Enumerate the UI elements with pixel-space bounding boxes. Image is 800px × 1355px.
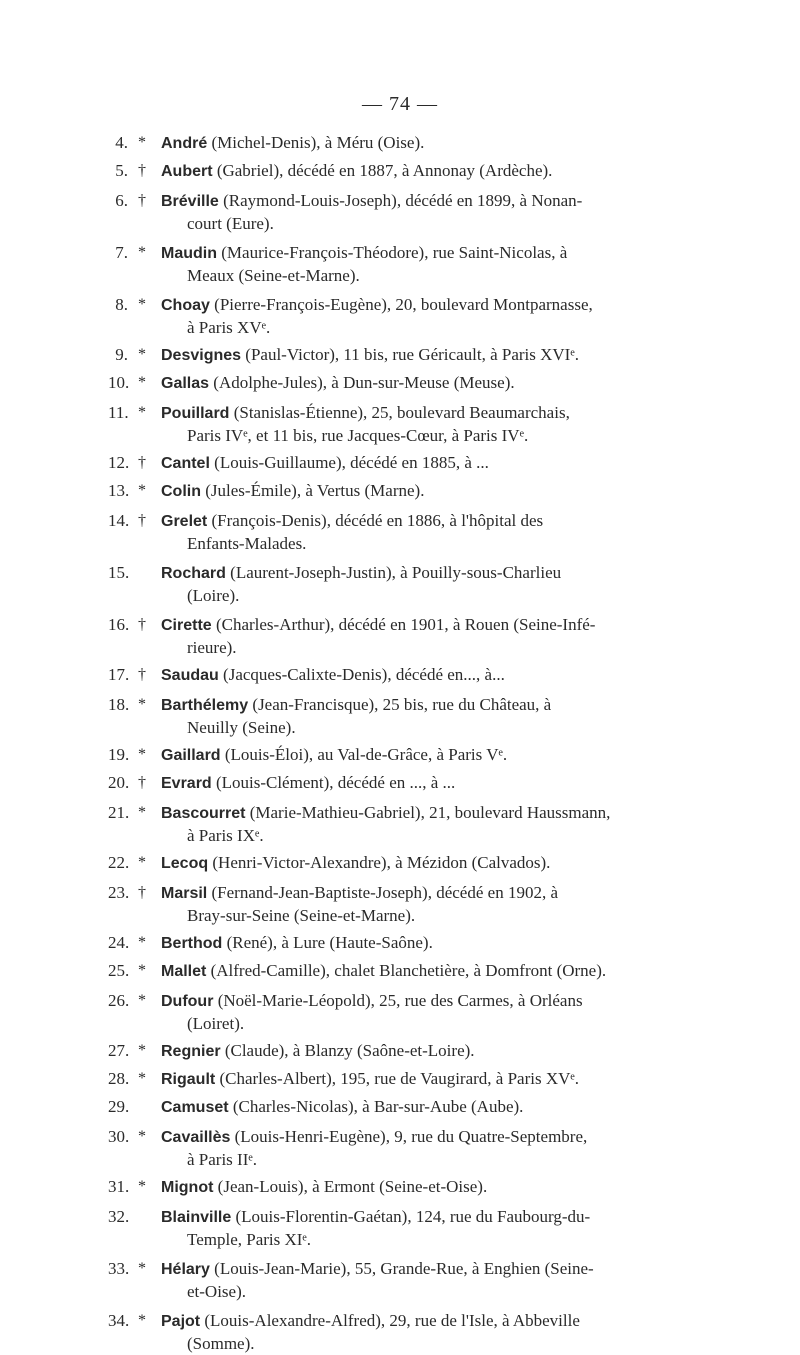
entry-number: 16. <box>108 615 130 634</box>
entry-number: 33. <box>108 1259 130 1278</box>
entry-details: (Jules-Émile), à Vertus (Marne). <box>205 481 425 500</box>
deceased-mark: † <box>138 774 146 791</box>
entry-details: (Charles-Arthur), décédé en 1901, à Rouen (Seine-Infé- <box>215 615 596 634</box>
asterisk-mark: * <box>138 1042 146 1059</box>
entry-details: (Louis-Alexandre-Alfred), 29, rue de l'Isle, à Abbeville <box>204 1311 580 1330</box>
entry-surname: Grelet <box>161 513 208 530</box>
entry-details-continued: (Loiret). <box>187 1014 245 1033</box>
entry-details: (Jean-Francisque), 25 bis, rue du Château, à <box>252 695 552 714</box>
entry-details-continued: Temple, Paris XIᵉ. <box>187 1230 312 1249</box>
entry-surname: Rigault <box>161 1071 216 1088</box>
list-entry <box>108 132 690 155</box>
list-entry <box>108 990 690 1035</box>
entry-details-continued: à Paris IXᵉ. <box>187 826 264 845</box>
entry-surname: Gallas <box>161 375 210 392</box>
list-entry <box>108 480 690 503</box>
entry-number: 6. <box>115 191 128 210</box>
entry-surname: Cavaillès <box>161 1129 231 1146</box>
entry-details: (René), à Lure (Haute-Saône). <box>226 933 433 952</box>
entry-surname: Choay <box>161 297 210 314</box>
entry-number: 4. <box>115 133 128 152</box>
entry-surname: Cirette <box>161 617 212 634</box>
asterisk-mark: * <box>138 346 146 363</box>
entry-surname: Aubert <box>161 163 213 180</box>
list-entry <box>108 1206 690 1251</box>
entry-number: 25. <box>108 961 130 980</box>
entry-surname: Evrard <box>161 775 212 792</box>
entry-surname: Cantel <box>161 455 210 472</box>
entry-surname: Blainville <box>161 1209 232 1226</box>
list-entry <box>108 372 690 395</box>
entry-number: 28. <box>108 1069 130 1088</box>
entry-number: 7. <box>115 243 128 262</box>
entry-surname: Lecoq <box>161 855 209 872</box>
entry-surname: Rochard <box>161 565 226 582</box>
entry-details: (Marie-Mathieu-Gabriel), 21, boulevard Haussmann, <box>249 803 611 822</box>
deceased-mark: † <box>138 512 146 529</box>
entry-number: 14. <box>108 511 130 530</box>
deceased-mark: † <box>138 884 146 901</box>
entry-surname: Desvignes <box>161 347 242 364</box>
asterisk-mark: * <box>138 962 146 979</box>
list-entry <box>108 402 690 447</box>
entry-surname: Berthod <box>161 935 223 952</box>
entry-surname: Mallet <box>161 963 207 980</box>
entry-details-continued: (Loire). <box>187 586 240 605</box>
entry-details: (Paul-Victor), 11 bis, rue Géricault, à Paris XVIᵉ. <box>245 345 579 364</box>
entry-surname: Saudau <box>161 667 219 684</box>
entry-details: (Louis-Henri-Eugène), 9, rue du Quatre-Septembre, <box>234 1127 588 1146</box>
list-entry <box>108 562 690 607</box>
list-entry <box>108 744 690 767</box>
list-entry <box>108 1310 690 1355</box>
entry-details: (Louis-Jean-Marie), 55, Grande-Rue, à Enghien (Seine- <box>214 1259 594 1278</box>
deceased-mark: † <box>138 162 146 179</box>
entry-number: 20. <box>108 773 130 792</box>
entry-surname: Camuset <box>161 1099 229 1116</box>
entry-details: (Claude), à Blanzy (Saône-et-Loire). <box>224 1041 475 1060</box>
list-entry <box>108 1176 690 1199</box>
asterisk-mark: * <box>138 482 146 499</box>
entry-number: 5. <box>115 161 128 180</box>
list-entry <box>108 614 690 659</box>
entry-details-continued: court (Eure). <box>187 214 274 233</box>
entry-number: 27. <box>108 1041 130 1060</box>
list-entry <box>108 694 690 739</box>
asterisk-mark: * <box>138 1128 146 1145</box>
entry-number: 17. <box>108 665 130 684</box>
list-entry <box>108 1126 690 1171</box>
entry-number: 11. <box>108 403 129 422</box>
list-entry <box>108 1068 690 1091</box>
asterisk-mark: * <box>138 992 146 1009</box>
entry-number: 34. <box>108 1311 130 1330</box>
asterisk-mark: * <box>138 134 146 151</box>
entry-details: (Raymond-Louis-Joseph), décédé en 1899, à Nonan- <box>223 191 583 210</box>
entry-details: (Jacques-Calixte-Denis), décédé en..., à... <box>223 665 505 684</box>
entry-details: (Fernand-Jean-Baptiste-Joseph), décédé en 1902, à <box>211 883 558 902</box>
entry-surname: Gaillard <box>161 747 221 764</box>
asterisk-mark: * <box>138 804 146 821</box>
entry-details-continued: Enfants-Malades. <box>187 534 307 553</box>
entry-details: (Noël-Marie-Léopold), 25, rue des Carmes, à Orléans <box>217 991 583 1010</box>
asterisk-mark: * <box>138 696 146 713</box>
list-entry <box>108 960 690 983</box>
list-entry <box>108 1258 690 1303</box>
asterisk-mark: * <box>138 374 146 391</box>
entry-surname: Regnier <box>161 1043 221 1060</box>
deceased-mark: † <box>138 616 146 633</box>
entry-number: 32. <box>108 1207 130 1226</box>
entry-details: (Pierre-François-Eugène), 20, boulevard Montparnasse, <box>214 295 593 314</box>
entry-details-continued: à Paris IIᵉ. <box>187 1150 257 1169</box>
deceased-mark: † <box>138 454 146 471</box>
entry-number: 9. <box>115 345 128 364</box>
entry-details: (Michel-Denis), à Méru (Oise). <box>211 133 425 152</box>
entry-number: 13. <box>108 481 130 500</box>
deceased-mark: † <box>138 192 146 209</box>
entry-details: (Gabriel), décédé en 1887, à Annonay (Ardèche). <box>216 161 553 180</box>
list-entry <box>108 802 690 847</box>
list-entry <box>108 664 690 687</box>
entry-details: (Maurice-François-Théodore), rue Saint-Nicolas, à <box>221 243 568 262</box>
entry-number: 26. <box>108 991 130 1010</box>
entry-details: (Alfred-Camille), chalet Blanchetière, à Domfront (Orne). <box>210 961 607 980</box>
entry-number: 23. <box>108 883 130 902</box>
deceased-mark: † <box>138 666 146 683</box>
entry-surname: Mignot <box>161 1179 214 1196</box>
entry-details: (Charles-Nicolas), à Bar-sur-Aube (Aube). <box>232 1097 524 1116</box>
entry-details-continued: (Somme). <box>187 1334 255 1353</box>
entry-number: 30. <box>108 1127 130 1146</box>
list-entry <box>108 1040 690 1063</box>
entry-details: (Charles-Albert), 195, rue de Vaugirard, à Paris XVᵉ. <box>219 1069 579 1088</box>
entry-surname: Maudin <box>161 245 217 262</box>
entry-details: (François-Denis), décédé en 1886, à l'hôpital des <box>211 511 544 530</box>
entry-details: (Louis-Éloi), au Val-de-Grâce, à Paris Vᵉ. <box>224 745 508 764</box>
page-number: — 74 — <box>362 93 438 115</box>
entry-surname: André <box>161 135 208 152</box>
asterisk-mark: * <box>138 1178 146 1195</box>
list-entry <box>108 882 690 927</box>
asterisk-mark: * <box>138 296 146 313</box>
entry-number: 24. <box>108 933 130 952</box>
asterisk-mark: * <box>138 934 146 951</box>
entry-number: 12. <box>108 453 130 472</box>
entry-number: 31. <box>108 1177 130 1196</box>
entry-details: (Louis-Guillaume), décédé en 1885, à ... <box>214 453 489 472</box>
entry-details: (Louis-Clément), décédé en ..., à ... <box>215 773 456 792</box>
asterisk-mark: * <box>138 1070 146 1087</box>
entry-details: (Stanislas-Étienne), 25, boulevard Beaumarchais, <box>233 403 570 422</box>
entry-number: 19. <box>108 745 130 764</box>
asterisk-mark: * <box>138 854 146 871</box>
entry-surname: Bascourret <box>161 805 246 822</box>
entry-details-continued: Bray-sur-Seine (Seine-et-Marne). <box>187 906 416 925</box>
list-entry <box>108 852 690 875</box>
entry-details-continued: à Paris XVᵉ. <box>187 318 271 337</box>
entry-details: (Laurent-Joseph-Justin), à Pouilly-sous-Charlieu <box>230 563 562 582</box>
entry-details-continued: Paris IVᵉ, et 11 bis, rue Jacques-Cœur, à Paris IVᵉ. <box>187 426 529 445</box>
entry-number: 29. <box>108 1097 130 1116</box>
list-entry <box>108 242 690 287</box>
entry-surname: Marsil <box>161 885 208 902</box>
list-entry <box>108 1096 690 1119</box>
entry-surname: Hélary <box>161 1261 210 1278</box>
entry-details-continued: Neuilly (Seine). <box>187 718 296 737</box>
entry-surname: Colin <box>161 483 201 500</box>
entry-details: (Louis-Florentin-Gaétan), 124, rue du Faubourg-du- <box>235 1207 591 1226</box>
entry-surname: Pouillard <box>161 405 230 422</box>
entry-number: 15. <box>108 563 130 582</box>
asterisk-mark: * <box>138 244 146 261</box>
entry-surname: Pajot <box>161 1313 201 1330</box>
entry-details: (Jean-Louis), à Ermont (Seine-et-Oise). <box>217 1177 488 1196</box>
entry-number: 10. <box>108 373 130 392</box>
list-entry <box>108 932 690 955</box>
entry-details-continued: Meaux (Seine-et-Marne). <box>187 266 360 285</box>
list-entry <box>108 160 690 183</box>
entry-details: (Adolphe-Jules), à Dun-sur-Meuse (Meuse). <box>213 373 515 392</box>
entry-details-continued: et-Oise). <box>187 1282 247 1301</box>
entry-number: 18. <box>108 695 130 714</box>
list-entry <box>108 510 690 555</box>
list-entry <box>108 452 690 475</box>
list-entry <box>108 190 690 235</box>
asterisk-mark: * <box>138 404 146 421</box>
entry-surname: Bréville <box>161 193 219 210</box>
entry-number: 8. <box>115 295 128 314</box>
list-entry <box>108 294 690 339</box>
entry-number: 21. <box>108 803 130 822</box>
asterisk-mark: * <box>138 1260 146 1277</box>
asterisk-mark: * <box>138 1312 146 1329</box>
member-list <box>108 132 690 1355</box>
entry-surname: Barthélemy <box>161 697 249 714</box>
entry-details: (Henri-Victor-Alexandre), à Mézidon (Calvados). <box>212 853 551 872</box>
entry-number: 22. <box>108 853 130 872</box>
list-entry <box>108 772 690 795</box>
asterisk-mark: * <box>138 746 146 763</box>
entry-surname: Dufour <box>161 993 214 1010</box>
entry-details-continued: rieure). <box>187 638 237 657</box>
list-entry <box>108 344 690 367</box>
